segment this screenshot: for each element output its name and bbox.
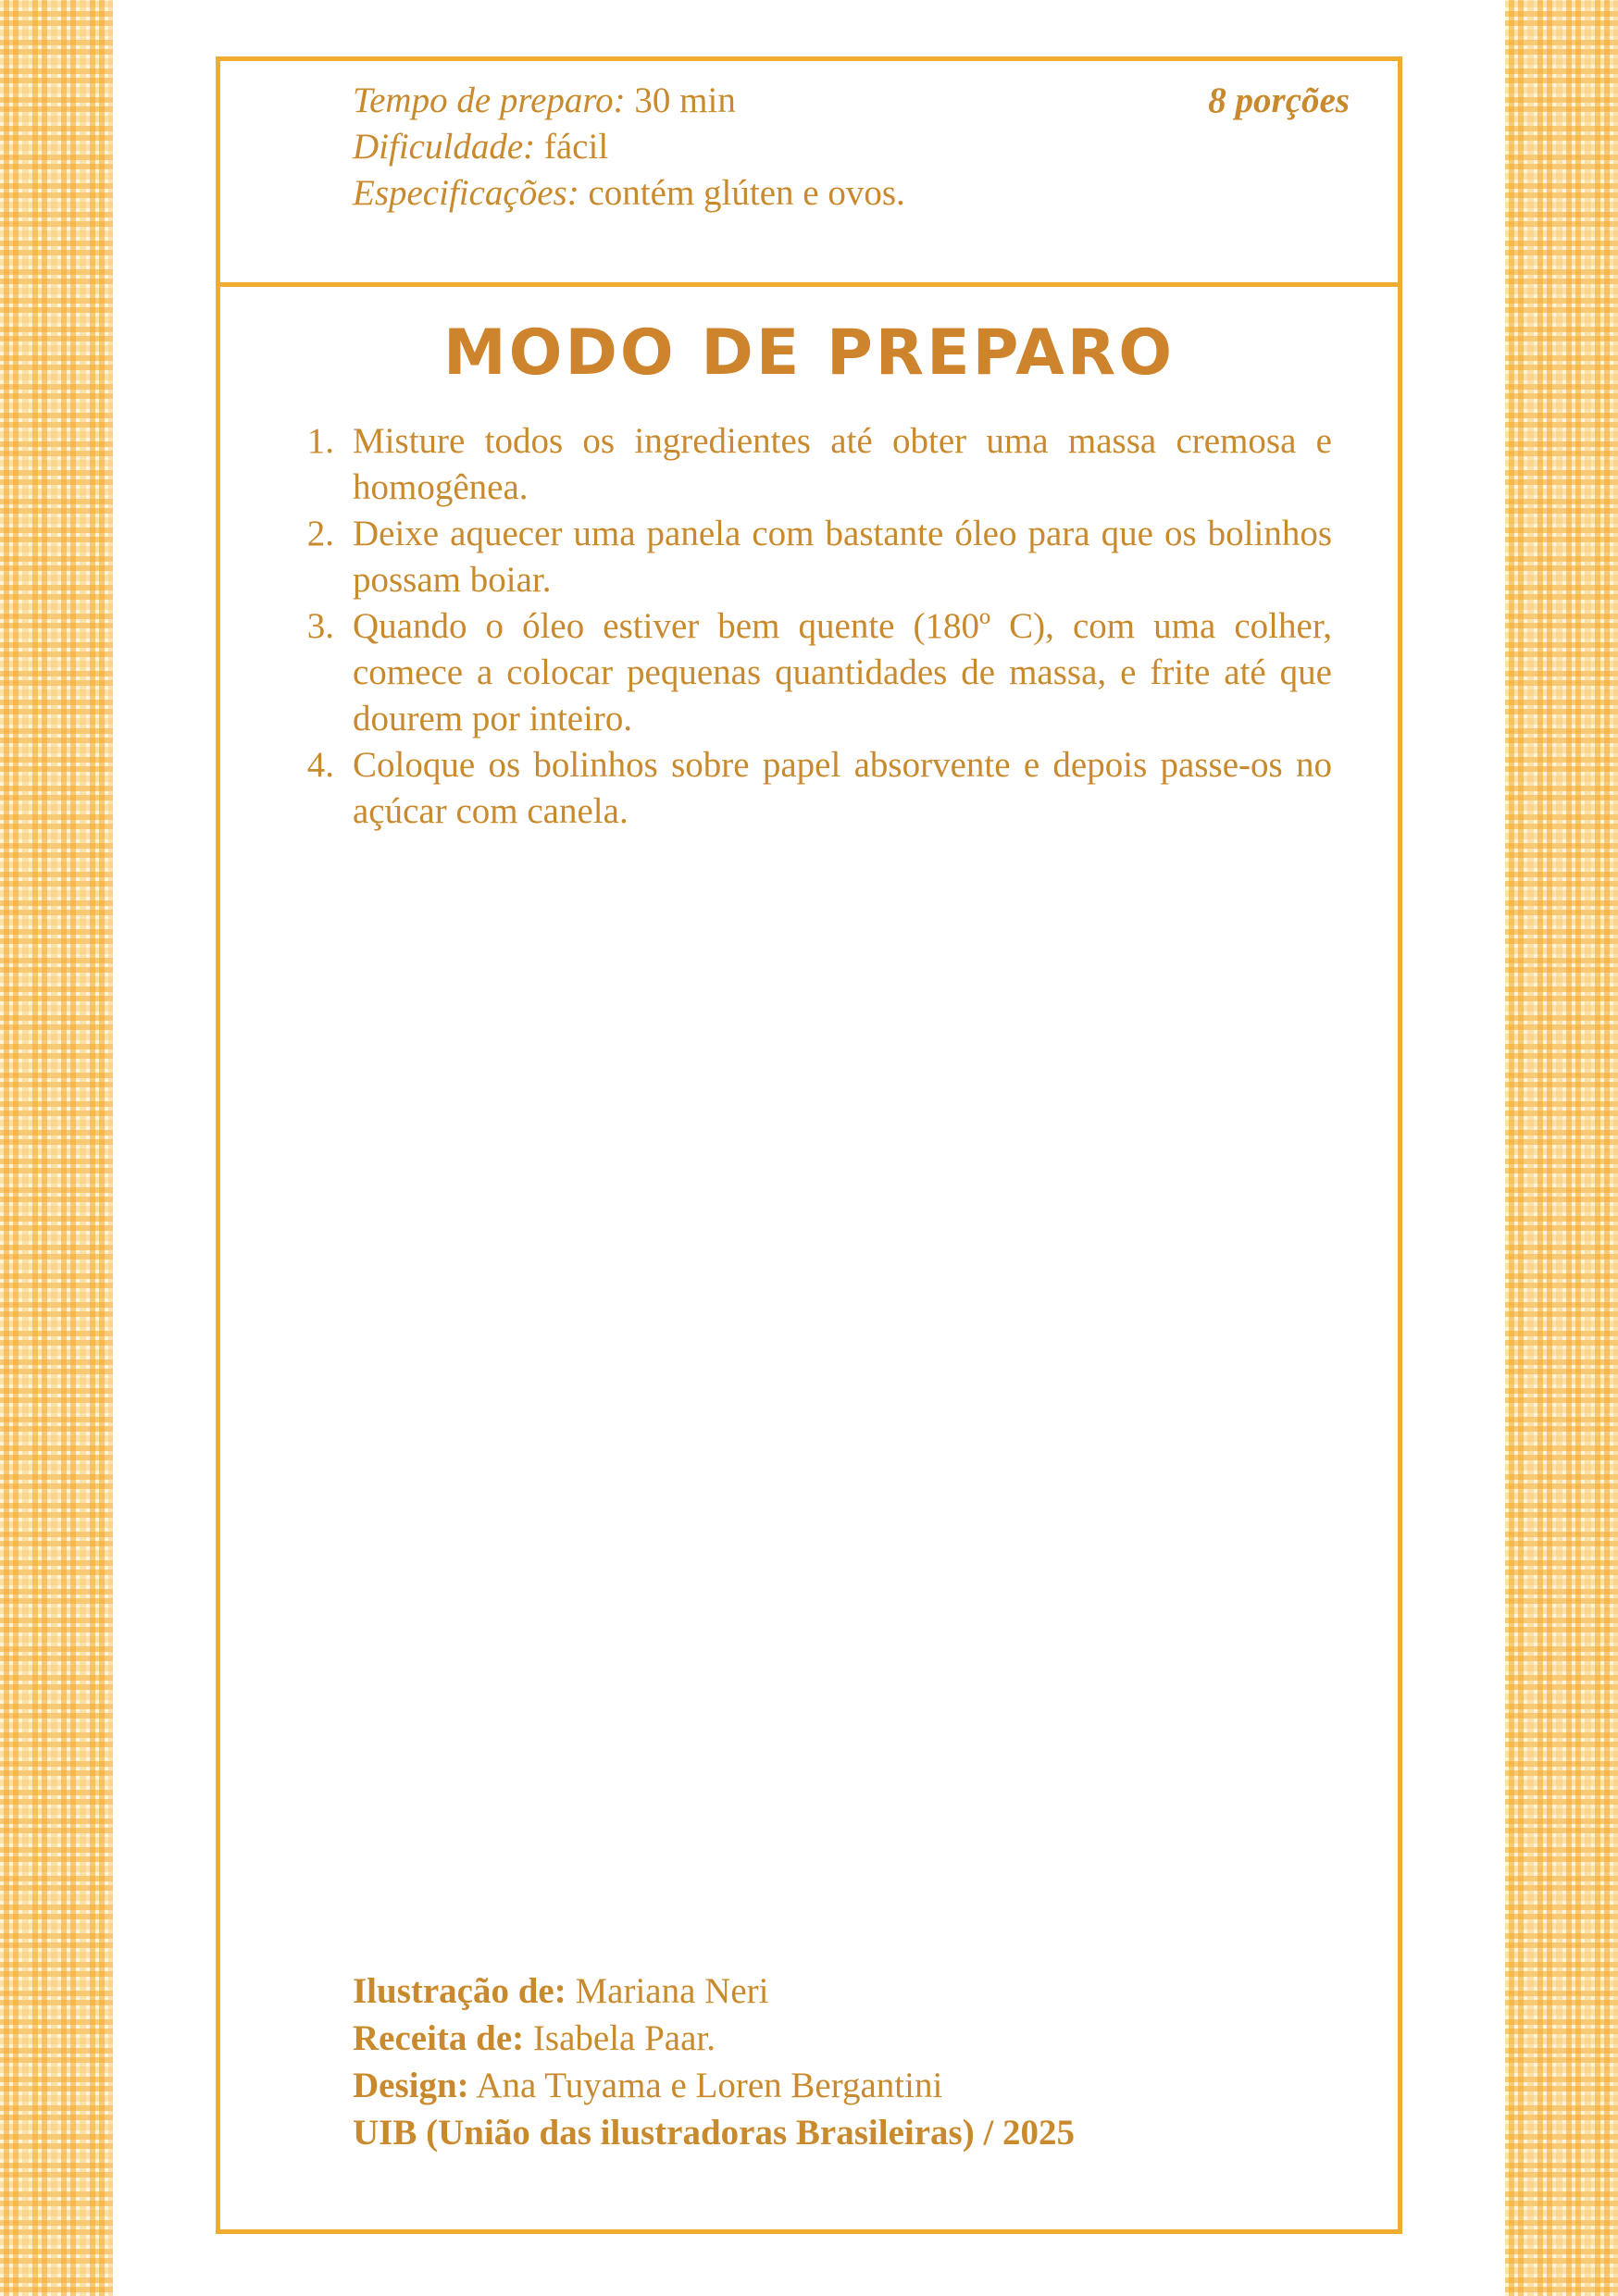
step-text: Quando o óleo estiver bem quente (180º C), com uma colher, comece a colocar pequenas quantidades de massa, e frite até que dourem por inteiro.: [353, 606, 1332, 738]
credit-design-label: Design:: [353, 2066, 469, 2105]
recipe-info-box: [220, 61, 1398, 287]
prep-time-label: Tempo de preparo:: [353, 81, 626, 120]
credits-block: [353, 1967, 1075, 2156]
plaid-border-left: [0, 0, 113, 2296]
credit-illustration-label: Ilustração de:: [353, 1971, 566, 2011]
credit-organization-text: UIB (União das ilustradoras Brasileiras) / 2025: [353, 2113, 1076, 2153]
specs-line: [353, 170, 905, 217]
difficulty-label: Dificuldade:: [353, 127, 536, 167]
step-text: Misture todos os ingredientes até obter uma massa cremosa e homogênea.: [353, 421, 1332, 507]
preparation-steps: [306, 418, 1332, 835]
credit-recipe: [353, 2015, 1075, 2062]
difficulty-line: [353, 124, 905, 170]
prep-time-line: [353, 78, 905, 124]
step-number: 1.: [306, 421, 334, 461]
plaid-border-right: [1505, 0, 1618, 2296]
credit-design-value: Ana Tuyama e Loren Bergantini: [476, 2066, 943, 2105]
step-text: Coloque os bolinhos sobre papel absorvente e depois passe-os no açúcar com canela.: [353, 745, 1332, 831]
section-title: MODO DE PREPARO: [442, 316, 1175, 390]
step-number: 4.: [306, 745, 334, 785]
credit-design: [353, 2062, 1075, 2109]
step-number: 2.: [306, 514, 334, 553]
step-item: [306, 418, 1332, 511]
recipe-card: [216, 56, 1402, 2234]
step-item: [306, 742, 1332, 835]
specs-label: Especificações:: [353, 173, 579, 213]
difficulty-value: fácil: [543, 127, 609, 167]
credit-illustration: [353, 1967, 1075, 2015]
recipe-info-lines: [353, 78, 905, 217]
step-item: [306, 511, 1332, 603]
credit-organization: [353, 2109, 1075, 2156]
prep-time-value: 30 min: [634, 81, 736, 120]
step-text: Deixe aquecer uma panela com bastante óleo para que os bolinhos possam boiar.: [353, 514, 1332, 600]
credit-recipe-value: Isabela Paar.: [532, 2018, 716, 2058]
step-item: [306, 603, 1332, 742]
credit-illustration-value: Mariana Neri: [575, 1971, 769, 2011]
portions-count: 8 porções: [1208, 81, 1350, 120]
credit-recipe-label: Receita de:: [353, 2018, 525, 2058]
step-number: 3.: [306, 606, 334, 646]
specs-value: contém glúten e ovos.: [588, 173, 905, 213]
